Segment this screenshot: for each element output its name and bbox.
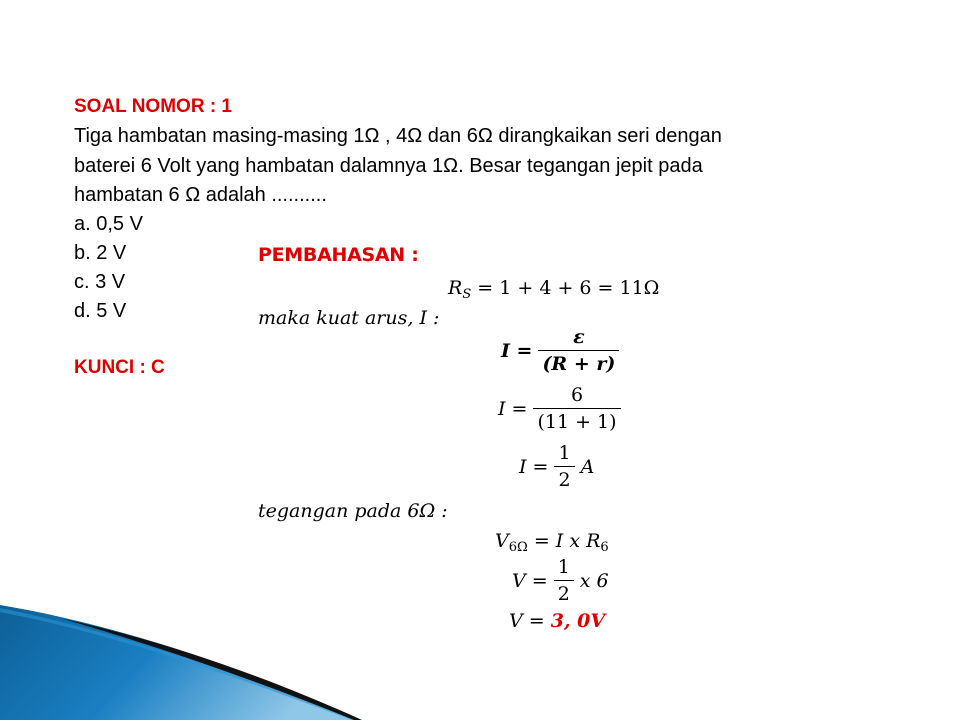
- voltage-symbol: V: [495, 530, 509, 552]
- current-formula: [501, 326, 625, 375]
- rs-equation: [448, 277, 659, 302]
- option-c: c. 3 V: [74, 271, 126, 293]
- formula-denominator: (R + r): [538, 350, 619, 375]
- voltage-rhs: = I x R: [533, 530, 601, 552]
- formula-lhs: I =: [501, 339, 533, 362]
- option-b: b. 2 V: [74, 242, 127, 264]
- slide-wave-decoration: [0, 590, 960, 720]
- substitution-denominator: (11 + 1): [533, 408, 620, 433]
- current-result: [519, 442, 594, 491]
- rs-value: = 1 + 4 + 6 = 11Ω: [477, 277, 660, 299]
- voltage-sub-numerator: 1: [557, 556, 570, 578]
- answer-key: KUNCI : C: [74, 357, 165, 378]
- formula-numerator: ε: [573, 326, 585, 348]
- solution-heading: PEMBAHASAN :: [258, 244, 419, 266]
- voltage-subscript: 6Ω: [508, 540, 528, 555]
- question-line-2: baterei 6 Volt yang hambatan dalamnya 1Ω. Besar tegangan jepit pada: [74, 155, 703, 177]
- result-lhs: I =: [519, 455, 549, 478]
- rs-symbol: R: [448, 277, 463, 299]
- current-intro: maka kuat arus, I :: [258, 307, 440, 329]
- voltage-sub-lhs: V =: [512, 569, 548, 592]
- option-a: a. 0,5 V: [74, 213, 143, 235]
- answer-value: 3, 0V: [550, 610, 606, 632]
- voltage-sub-rhs: x 6: [579, 569, 609, 592]
- result-denominator: 2: [554, 466, 574, 491]
- current-substitution: [498, 384, 627, 433]
- answer-lhs: V =: [509, 610, 545, 632]
- rs-subscript: S: [462, 287, 472, 302]
- question-title: SOAL NOMOR : 1: [74, 96, 232, 117]
- voltage-formula: [495, 530, 609, 555]
- option-d: d. 5 V: [74, 300, 127, 322]
- voltage-rhs-subscript: 6: [600, 540, 609, 555]
- voltage-intro: tegangan pada 6Ω :: [258, 500, 448, 522]
- substitution-numerator: 6: [570, 384, 584, 406]
- question-line-1: Tiga hambatan masing-masing 1Ω , 4Ω dan 6Ω dirangkaikan seri dengan: [74, 125, 722, 147]
- substitution-lhs: I =: [498, 397, 528, 420]
- voltage-sub-denominator: 2: [554, 580, 574, 605]
- result-numerator: 1: [558, 442, 571, 464]
- question-line-3: hambatan 6 Ω adalah ..........: [74, 184, 327, 206]
- result-unit: A: [580, 455, 595, 478]
